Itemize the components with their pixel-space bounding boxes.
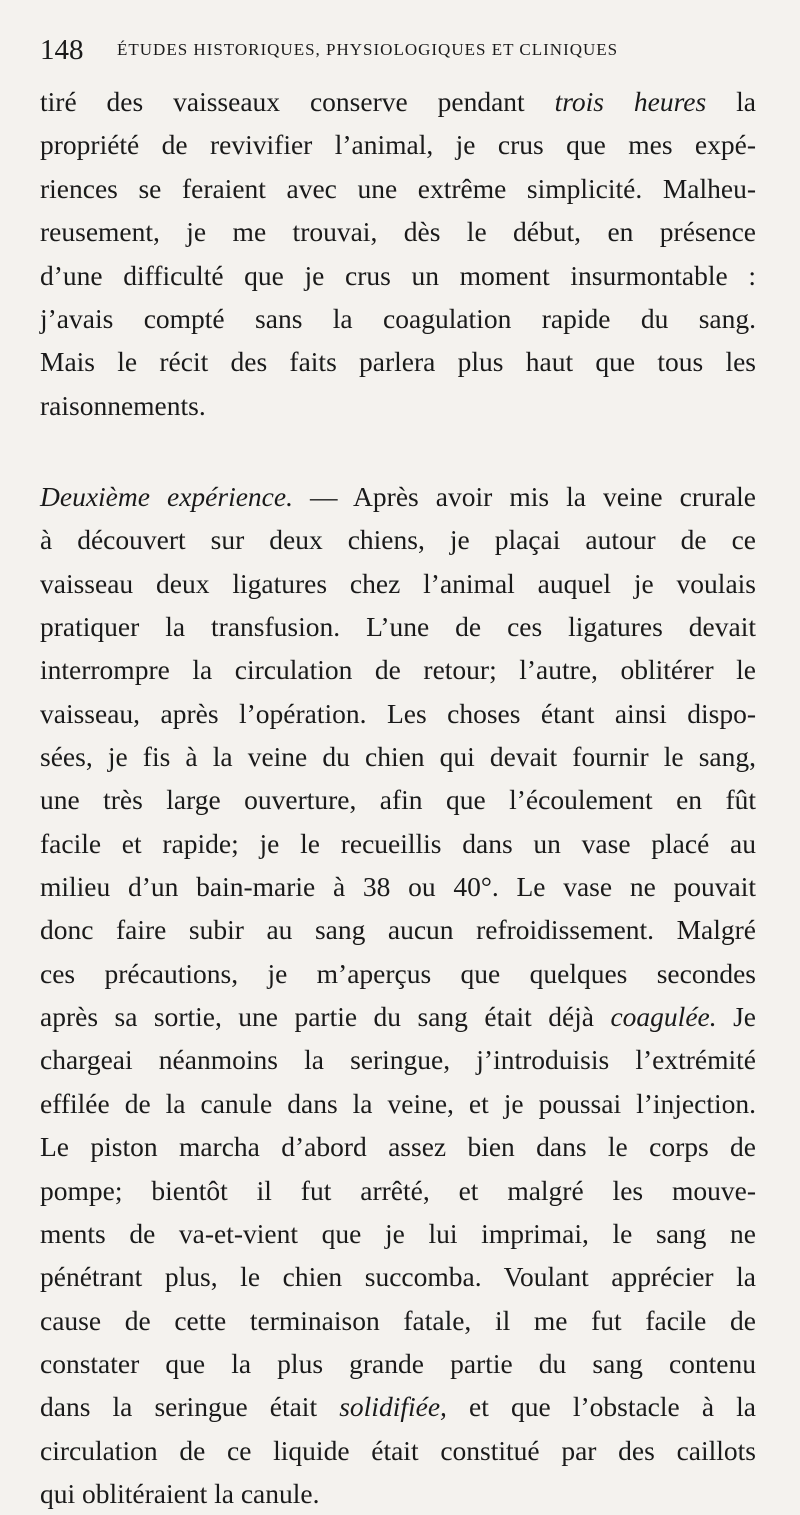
text-segment: vaisseau deux ligatures chez l’animal auquel je voulais bbox=[40, 567, 756, 599]
text-segment: reusement, je me trouvai, dès le début, en présence bbox=[40, 216, 756, 248]
text-line bbox=[40, 605, 756, 648]
text-segment: cause de cette terminaison fatale, il me fut facile de bbox=[40, 1304, 756, 1336]
text-segment: interrompre la circulation de retour; l’autre, oblitérer le bbox=[40, 654, 756, 686]
text-segment: Mais le récit des faits parlera plus haut que tous les bbox=[40, 346, 756, 378]
text-line bbox=[40, 1038, 756, 1081]
text-line bbox=[40, 384, 756, 427]
text-line bbox=[40, 1299, 756, 1342]
text-line bbox=[40, 865, 756, 908]
text-line bbox=[40, 1255, 756, 1298]
text-line bbox=[40, 123, 756, 166]
text-segment: effilée de la canule dans la veine, et je poussai l’injection. bbox=[40, 1087, 756, 1119]
text-line bbox=[40, 952, 756, 995]
text-segment: et que l’obstacle à la bbox=[446, 1391, 756, 1423]
text-line bbox=[40, 648, 756, 691]
text-line bbox=[40, 1342, 756, 1385]
text-segment: pompe; bientôt il fut arrêté, et malgré les mouve- bbox=[40, 1174, 756, 1206]
text-line bbox=[40, 1169, 756, 1212]
text-segment: à découvert sur deux chiens, je plaçai autour de ce bbox=[40, 524, 756, 556]
text-segment: la bbox=[706, 86, 756, 117]
text-segment: propriété de revivifier l’animal, je crus que mes expé- bbox=[40, 129, 756, 161]
text-segment: circulation de ce liquide était constitué par des caillots bbox=[40, 1434, 756, 1466]
text-segment: chargeai néanmoins la seringue, j’introduisis l’extrémité bbox=[40, 1044, 756, 1076]
text-segment: milieu d’un bain-marie à 38 ou 40°. Le vase ne pouvait bbox=[40, 871, 756, 903]
text-segment: tiré des vaisseaux conserve pendant bbox=[40, 86, 555, 117]
text-segment: Le piston marcha d’abord assez bien dans le corps de bbox=[40, 1131, 756, 1163]
text-segment: pénétrant plus, le chien succomba. Voulant apprécier la bbox=[40, 1261, 756, 1293]
text-segment: constater que la plus grande partie du sang contenu bbox=[40, 1347, 756, 1379]
text-segment: facile et rapide; je le recueillis dans un vase placé au bbox=[40, 827, 756, 859]
paragraph-1 bbox=[40, 80, 756, 427]
text-segment: raisonnements. bbox=[40, 389, 206, 421]
text-line bbox=[40, 995, 756, 1038]
text-segment: j’avais compté sans la coagulation rapide du sang. bbox=[40, 302, 756, 334]
text-segment: riences se feraient avec une extrême simplicité. Malheu- bbox=[40, 172, 756, 204]
running-head: ÉTUDES HISTORIQUES, PHYSIOLOGIQUES ET CLINIQUES bbox=[117, 40, 619, 59]
text-segment: Je bbox=[716, 1001, 756, 1033]
text-line bbox=[40, 297, 756, 340]
page-number: 148 bbox=[40, 34, 84, 66]
text-segment: sées, je fis à la veine du chien qui devait fournir le sang, bbox=[40, 741, 756, 773]
text-segment: vaisseau, après l’opération. Les choses étant ainsi dispo- bbox=[40, 697, 756, 729]
italic-phrase: Deuxième expérience. bbox=[40, 481, 293, 512]
text-line bbox=[40, 518, 756, 561]
text-line bbox=[40, 210, 756, 253]
text-line bbox=[40, 692, 756, 735]
text-line bbox=[40, 1472, 756, 1515]
text-line bbox=[40, 167, 756, 210]
text-line bbox=[40, 80, 756, 123]
italic-phrase: trois heures bbox=[554, 86, 707, 117]
text-line bbox=[40, 908, 756, 951]
text-line bbox=[40, 1385, 756, 1428]
text-line bbox=[40, 475, 756, 518]
text-line bbox=[40, 1082, 756, 1125]
text-segment: une très large ouverture, afin que l’écoulement en fût bbox=[40, 784, 756, 816]
text-segment: dans la seringue était bbox=[40, 1391, 340, 1423]
text-line bbox=[40, 340, 756, 383]
paragraph-2 bbox=[40, 475, 756, 1515]
text-line bbox=[40, 1429, 756, 1472]
text-segment: ces précautions, je m’aperçus que quelques secondes bbox=[40, 957, 756, 989]
text-segment: après sa sortie, une partie du sang était déjà bbox=[40, 1001, 611, 1033]
text-segment: donc faire subir au sang aucun refroidissement. Malgré bbox=[40, 914, 756, 946]
text-line bbox=[40, 1125, 756, 1168]
italic-phrase: coagulée. bbox=[610, 1001, 717, 1033]
text-segment: qui oblitéraient la canule. bbox=[40, 1477, 320, 1509]
text-line bbox=[40, 254, 756, 297]
text-line bbox=[40, 822, 756, 865]
italic-phrase: solidifiée, bbox=[339, 1391, 447, 1423]
text-line bbox=[40, 1212, 756, 1255]
text-line bbox=[40, 735, 756, 778]
text-segment: pratiquer la transfusion. L’une de ces ligatures devait bbox=[40, 611, 756, 643]
text-segment: ments de va-et-vient que je lui imprimai, le sang ne bbox=[40, 1217, 756, 1249]
text-segment: — Après avoir mis la veine crurale bbox=[292, 481, 756, 512]
page-header bbox=[40, 34, 760, 70]
text-segment: d’une difficulté que je crus un moment insurmontable : bbox=[40, 259, 756, 291]
text-line bbox=[40, 562, 756, 605]
text-line bbox=[40, 778, 756, 821]
